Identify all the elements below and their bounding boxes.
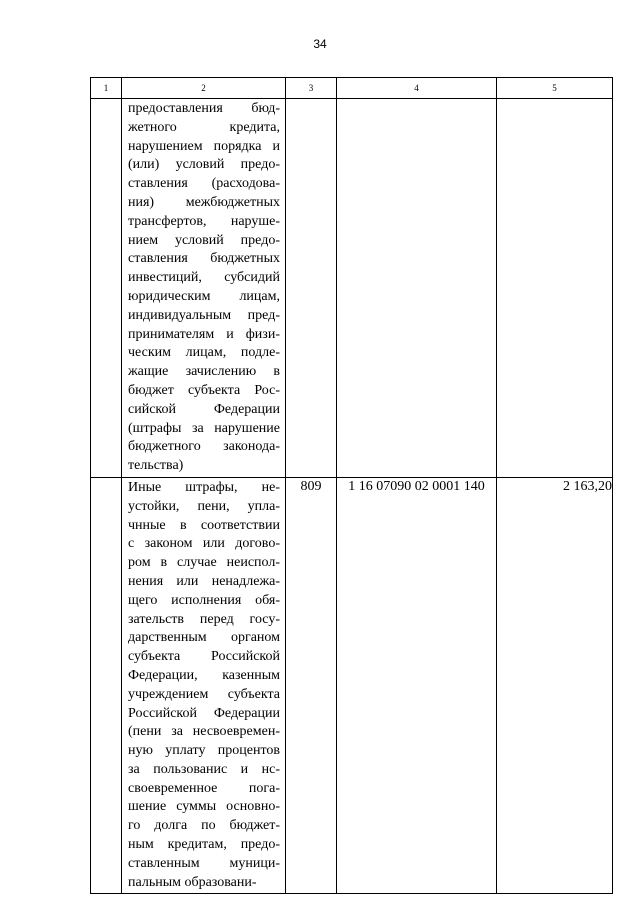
cell-amount: 2 163,20: [497, 477, 613, 894]
text-line: Федерации, казенным: [128, 667, 280, 683]
text-line: чнные в соответствии: [128, 517, 280, 533]
text-line: Российской Федерации: [128, 705, 280, 721]
text-line: инвестиций, субсидий: [128, 270, 280, 286]
text-line: дарственным органом: [128, 630, 280, 646]
text-line: ставленным муници-: [128, 855, 280, 871]
text-line: сийской Федерации: [128, 401, 280, 417]
budget-table: [90, 77, 613, 894]
text-line: трансфертов, наруше-: [128, 213, 280, 229]
header-cell-1: 1: [91, 78, 122, 99]
cell-col1: [91, 99, 122, 478]
text-line: жетного кредита,: [128, 119, 280, 135]
text-line: (штрафы за нарушение: [128, 420, 280, 436]
text-line: (или) условий предо-: [128, 157, 280, 173]
header-cell-4: 4: [337, 78, 497, 99]
description-text: [122, 99, 285, 477]
text-line: с законом или догово-: [128, 536, 280, 552]
text-line: предоставления бюд-: [128, 101, 280, 116]
text-line: ческим лицам, подле-: [128, 345, 280, 361]
table-header-row: [91, 78, 613, 99]
cell-amount: [497, 99, 613, 478]
text-line: принимателям и физи-: [128, 326, 280, 342]
text-line: пальным образовани-: [128, 874, 257, 890]
text-line: устойки, пени, упла-: [128, 498, 280, 514]
text-line: юридическим лицам,: [128, 288, 280, 304]
text-line: тельства): [128, 458, 184, 474]
text-line: своевременное пога-: [128, 780, 280, 796]
cell-code: 809: [286, 477, 337, 894]
text-line: учреждением субъекта: [128, 686, 280, 702]
cell-description: [122, 477, 286, 894]
text-line: шение суммы основно-: [128, 799, 280, 815]
header-cell-5: 5: [497, 78, 613, 99]
header-cell-3: 3: [286, 78, 337, 99]
text-line: бюджет субъекта Рос-: [128, 382, 280, 398]
text-line: за пользованис и нс-: [128, 761, 280, 777]
cell-kbk: 1 16 07090 02 0001 140: [337, 477, 497, 894]
text-line: нения или ненадлежа-: [128, 573, 280, 589]
text-line: ную уплату процентов: [128, 743, 280, 759]
description-text: [122, 478, 285, 894]
text-line: индивидуальным пред-: [128, 307, 280, 323]
cell-description: [122, 99, 286, 478]
text-line: Иные штрафы, не-: [128, 479, 280, 495]
page-number: 34: [313, 37, 327, 51]
cell-code: [286, 99, 337, 478]
table-row: [91, 99, 613, 478]
text-line: жащие зачислению в: [128, 364, 280, 380]
text-line: бюджетного законода-: [128, 439, 280, 455]
text-line: ным кредитам, предо-: [128, 837, 280, 853]
text-line: ром в случае неиспол-: [128, 555, 280, 571]
text-line: ния) межбюджетных: [128, 194, 280, 210]
text-line: щего исполнения обя-: [128, 592, 280, 608]
table-row: [91, 477, 613, 894]
text-line: го долга по бюджет-: [128, 818, 280, 834]
text-line: (пени за несвоевремен-: [128, 724, 280, 740]
header-cell-2: 2: [122, 78, 286, 99]
text-line: субъекта Российской: [128, 649, 280, 665]
text-line: ставления бюджетных: [128, 251, 280, 267]
cell-col1: [91, 477, 122, 894]
text-line: ставления (расходова-: [128, 176, 280, 192]
text-line: зательств перед госу-: [128, 611, 280, 627]
text-line: нарушением порядка и: [128, 138, 280, 154]
text-line: нием условий предо-: [128, 232, 280, 248]
cell-kbk: [337, 99, 497, 478]
